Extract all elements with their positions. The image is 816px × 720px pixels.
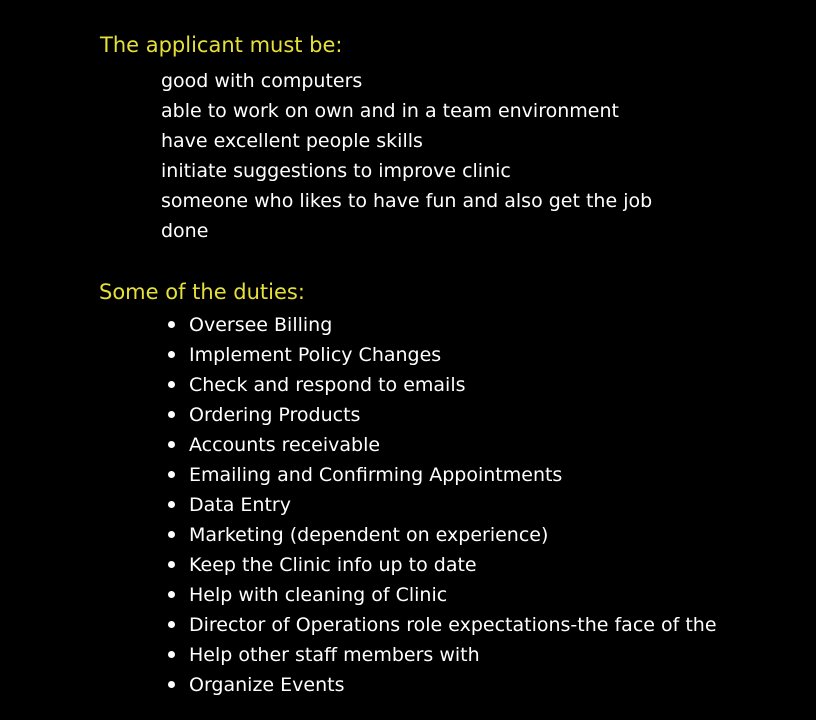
- bullet-icon: [168, 591, 175, 598]
- requirement-item: initiate suggestions to improve clinic: [161, 160, 511, 182]
- bullet-icon: [168, 561, 175, 568]
- duty-label: Director of Operations role expectations-the face of the: [189, 614, 717, 636]
- bullet-icon: [168, 411, 175, 418]
- requirement-item: good with computers: [161, 70, 363, 92]
- bullet-icon: [168, 621, 175, 628]
- bullet-icon: [168, 531, 175, 538]
- duty-item: [189, 370, 717, 400]
- duties-list: [189, 310, 717, 700]
- duty-item: [189, 640, 717, 670]
- requirements-heading: The applicant must be:: [100, 33, 343, 57]
- duty-item: [189, 490, 717, 520]
- requirement-item: someone who likes to have fun and also get the job: [161, 190, 653, 212]
- duty-label: Emailing and Confirming Appointments: [189, 464, 563, 486]
- duty-item: [189, 430, 717, 460]
- duty-item: [189, 670, 717, 700]
- duty-item: [189, 610, 717, 640]
- requirement-item: done: [161, 220, 209, 242]
- duty-label: Help other staff members with: [189, 644, 480, 666]
- bullet-icon: [168, 651, 175, 658]
- duty-label: Check and respond to emails: [189, 374, 466, 396]
- duty-item: [189, 400, 717, 430]
- duty-label: Help with cleaning of Clinic: [189, 584, 448, 606]
- requirement-item: have excellent people skills: [161, 130, 423, 152]
- bullet-icon: [168, 381, 175, 388]
- duty-item: [189, 550, 717, 580]
- duty-label: Organize Events: [189, 674, 345, 696]
- duty-label: Keep the Clinic info up to date: [189, 554, 477, 576]
- requirements-list: [161, 66, 701, 246]
- bullet-icon: [168, 351, 175, 358]
- bullet-icon: [168, 471, 175, 478]
- bullet-icon: [168, 441, 175, 448]
- duty-item: [189, 340, 717, 370]
- bullet-icon: [168, 321, 175, 328]
- bullet-icon: [168, 681, 175, 688]
- duty-item: [189, 460, 717, 490]
- duty-label: Implement Policy Changes: [189, 344, 442, 366]
- duty-label: Oversee Billing: [189, 314, 333, 336]
- duty-label: Ordering Products: [189, 404, 361, 426]
- duty-label: Accounts receivable: [189, 434, 381, 456]
- bullet-icon: [168, 501, 175, 508]
- duties-heading: Some of the duties:: [99, 280, 305, 304]
- duty-item: [189, 520, 717, 550]
- requirement-item: able to work on own and in a team environment: [161, 100, 619, 122]
- duty-label: Marketing (dependent on experience): [189, 524, 549, 546]
- duty-item: [189, 310, 717, 340]
- duty-item: [189, 580, 717, 610]
- duty-label: Data Entry: [189, 494, 291, 516]
